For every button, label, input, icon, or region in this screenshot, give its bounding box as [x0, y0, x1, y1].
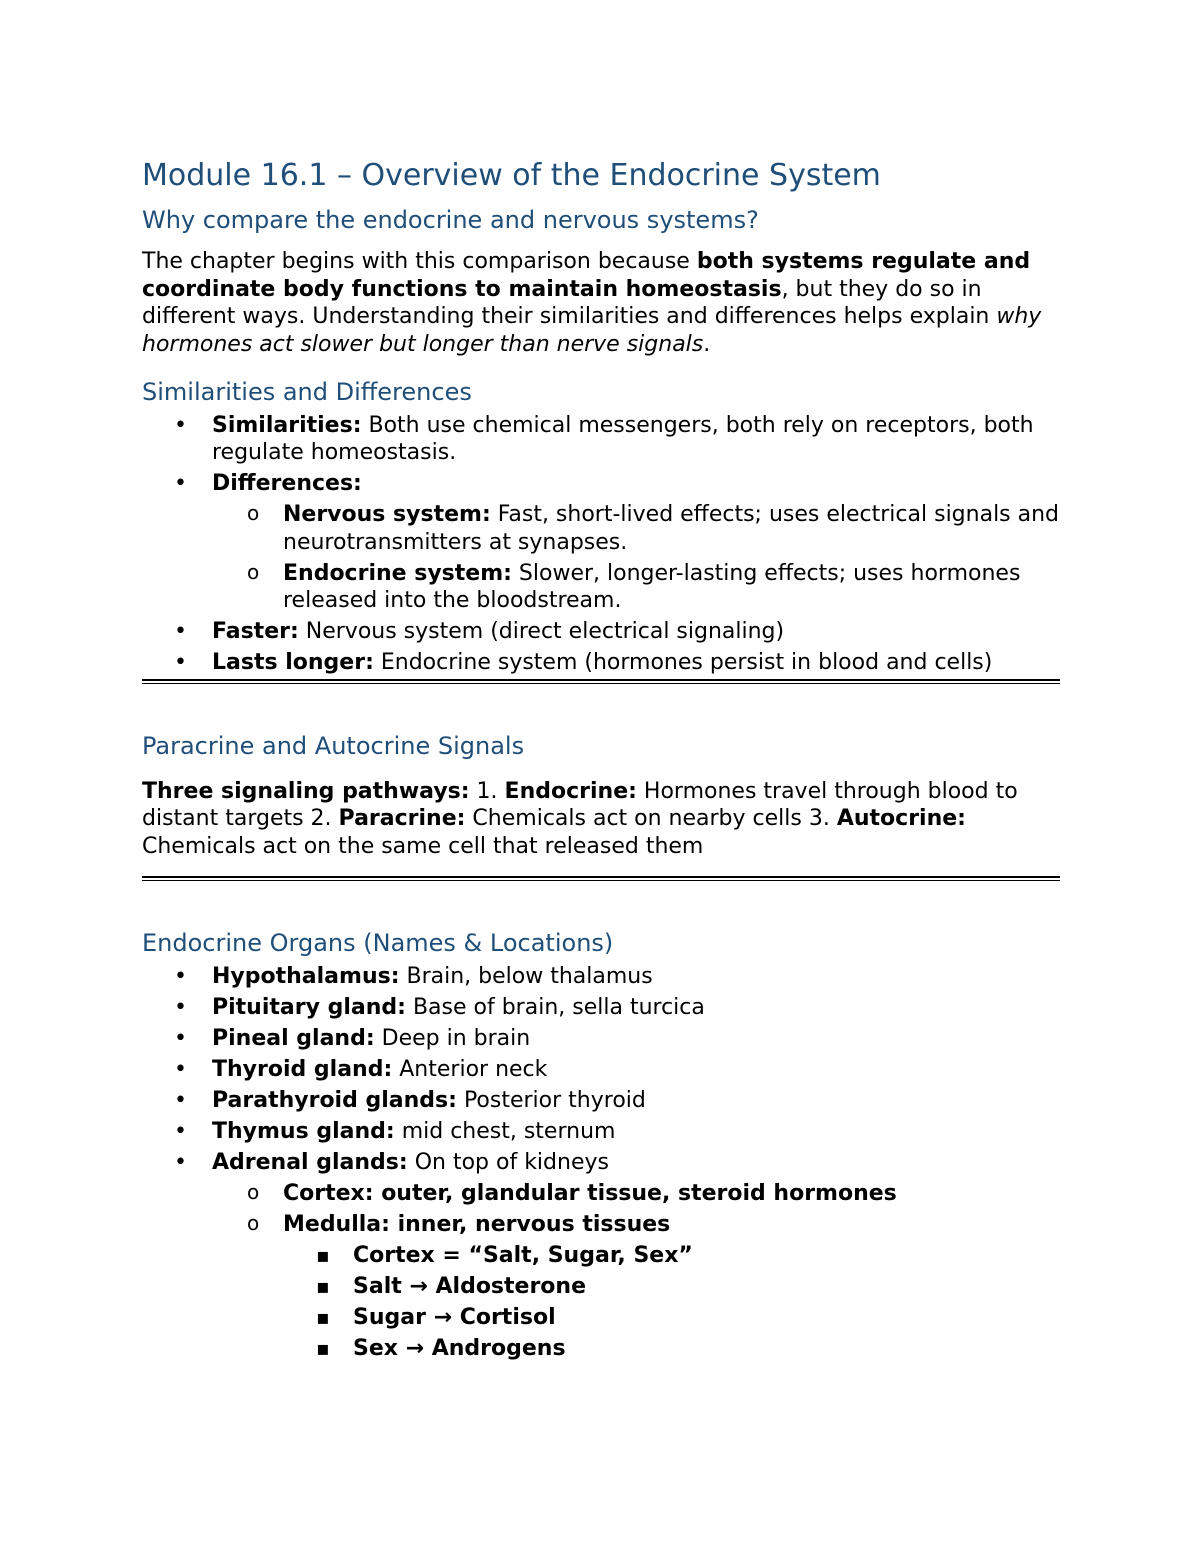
similarities-list [142, 412, 1060, 498]
list-item-endocrine-system [142, 560, 1060, 615]
nervous-text: Fast, short-lived effects; uses electrical signals and neurotransmitters at synapses. [283, 502, 1060, 555]
list-item-organ [142, 1056, 1060, 1084]
list-item-similarities [142, 412, 1060, 467]
intro-text-b: , but they do so in different ways. Understanding their similarities and differences helps explain [142, 276, 997, 329]
document-content [142, 156, 1060, 1362]
organ-label: Hypothalamus: [212, 963, 400, 989]
paracrine-label: Paracrine: [338, 806, 466, 831]
list-item-organ [142, 1149, 1060, 1177]
mnemonic-text: Sugar → Cortisol [353, 1304, 556, 1330]
list-item-organ [142, 963, 1060, 991]
organ-location: Anterior neck [392, 1056, 548, 1082]
horizontal-rule [142, 679, 1060, 684]
document-title: Module 16.1 – Overview of the Endocrine System [142, 158, 881, 193]
pathways-num-1: 1. [469, 778, 505, 804]
organ-location: Posterior thyroid [456, 1087, 646, 1113]
organ-location: Base of brain, sella turcica [405, 994, 705, 1020]
endocrine-signal-text: Hormones travel through blood to distant targets 2. [142, 778, 1018, 831]
organ-label: Thymus gland: [212, 1118, 395, 1144]
longer-text: Endocrine system (hormones persist in blood and cells) [373, 650, 993, 675]
differences-label: Differences: [212, 471, 362, 496]
nervous-label: Nervous system: [283, 502, 491, 527]
list-item-organ [142, 1118, 1060, 1146]
list-item-organ [142, 1087, 1060, 1115]
list-item-lasts-longer [142, 649, 1060, 677]
faster-label: Faster: [212, 619, 299, 644]
organ-label: Pineal gland: [212, 1025, 375, 1051]
section-heading-comparison: Why compare the endocrine and nervous systems? [142, 206, 759, 234]
endocrine-label: Endocrine system: [283, 560, 512, 586]
organ-location: Deep in brain [374, 1025, 531, 1051]
longer-label: Lasts longer: [212, 650, 374, 675]
mnemonic-list [142, 1242, 1060, 1363]
list-item-organ [142, 994, 1060, 1022]
organ-label: Thyroid gland: [212, 1056, 393, 1082]
section-heading-signals: Paracrine and Autocrine Signals [142, 731, 525, 760]
list-item-organ [142, 1025, 1060, 1053]
differences-sublist [142, 501, 1060, 615]
mnemonic-text: Salt → Aldosterone [353, 1273, 587, 1299]
list-item-mnemonic [142, 1273, 1060, 1301]
mnemonic-text: Sex → Androgens [353, 1335, 566, 1361]
speed-list [142, 618, 1060, 677]
list-item-adrenal-medulla [142, 1211, 1060, 1239]
paracrine-text: Chemicals act on nearby cells 3. [465, 806, 837, 831]
intro-text-a: The chapter begins with this comparison because [142, 249, 697, 274]
horizontal-rule [142, 876, 1060, 881]
endocrine-text: Slower, longer-lasting effects; uses hormones released into the bloodstream. [283, 560, 1021, 613]
intro-text-italic: why hormones act slower but longer than nerve signals [142, 304, 1042, 357]
autocrine-label: Autocrine: [836, 806, 966, 831]
adrenal-cortex-text: Cortex: outer, glandular tissue, steroid hormones [283, 1180, 897, 1206]
list-item-mnemonic [142, 1304, 1060, 1332]
endocrine-signal-label: Endocrine: [504, 778, 637, 804]
mnemonic-text: Cortex = “Salt, Sugar, Sex” [353, 1242, 693, 1268]
intro-text-end: . [703, 331, 711, 357]
similarities-label: Similarities: [212, 412, 362, 438]
section-heading-organs: Endocrine Organs (Names & Locations) [142, 929, 614, 957]
list-item-adrenal-cortex [142, 1180, 1060, 1208]
adrenal-medulla-text: Medulla: inner, nervous tissues [283, 1211, 671, 1237]
list-item-faster [142, 618, 1060, 646]
organ-label: Adrenal glands: [212, 1149, 408, 1175]
intro-text-bold: both systems regulate and coordinate body functions to maintain homeostasis [142, 249, 1031, 302]
list-item-differences [142, 470, 1060, 498]
organ-label: Pituitary gland: [212, 994, 406, 1020]
intro-paragraph [142, 248, 1060, 358]
list-item-mnemonic [142, 1242, 1060, 1270]
signals-paragraph [142, 778, 1060, 861]
section-heading-similarities: Similarities and Differences [142, 378, 472, 406]
organ-location: mid chest, sternum [394, 1118, 616, 1144]
organ-label: Parathyroid glands: [212, 1087, 457, 1113]
organ-location: Brain, below thalamus [399, 963, 653, 989]
adrenal-sublist [142, 1180, 1060, 1239]
faster-text: Nervous system (direct electrical signaling) [298, 619, 785, 644]
organ-location: On top of kidneys [407, 1149, 609, 1175]
similarities-text: Both use chemical messengers, both rely on receptors, both regulate homeostasis. [212, 412, 1034, 465]
autocrine-text: Chemicals act on the same cell that released them [142, 833, 704, 859]
organs-list [142, 963, 1060, 1177]
pathways-label: Three signaling pathways: [142, 778, 470, 804]
list-item-mnemonic [142, 1335, 1060, 1363]
list-item-nervous-system [142, 501, 1060, 556]
